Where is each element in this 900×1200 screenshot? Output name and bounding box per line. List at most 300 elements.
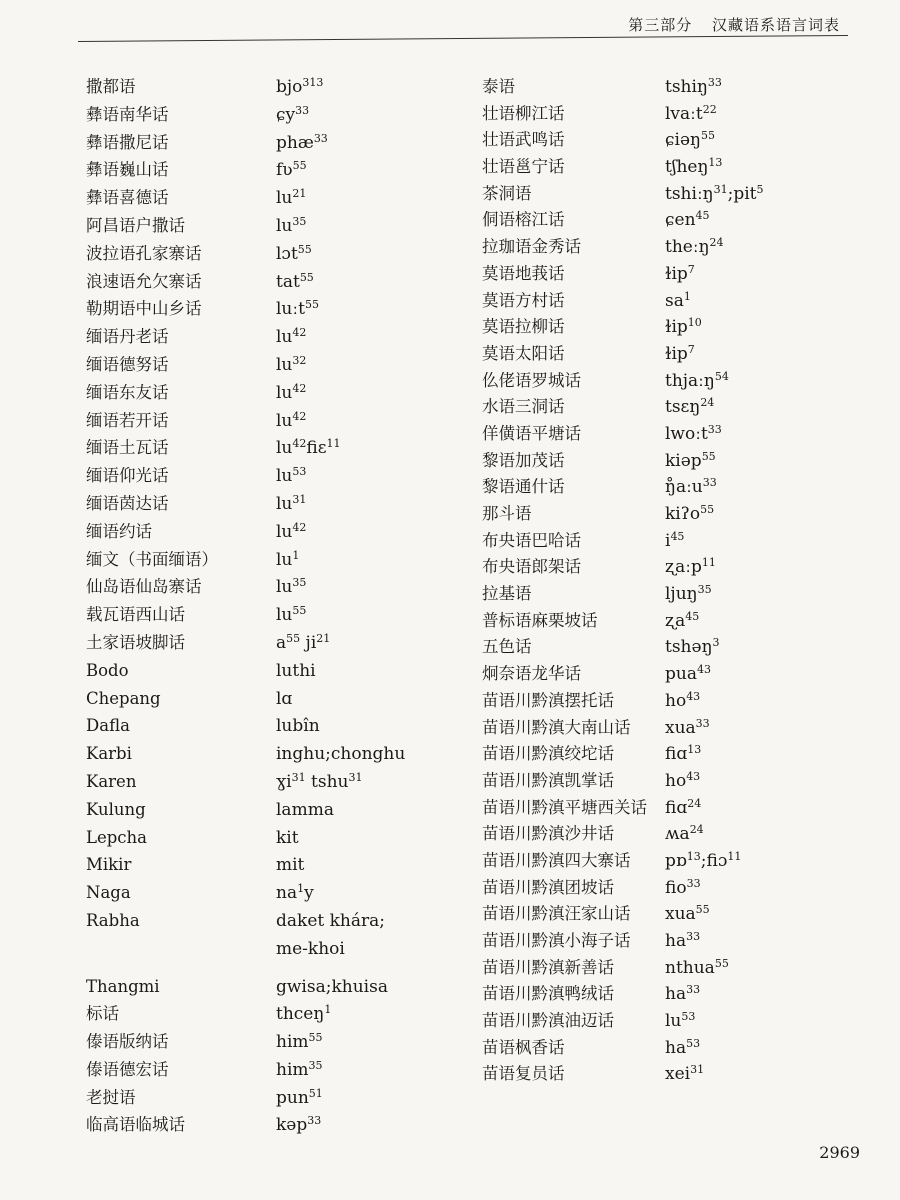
word-entry-row — [482, 634, 862, 661]
language-name: 苗语川黔滇平塘西关话 — [482, 797, 647, 817]
word-form — [276, 324, 306, 350]
word-form — [276, 908, 385, 934]
word-entry-row — [482, 768, 862, 795]
form-segment: lɑ — [276, 688, 293, 709]
tone-superscript: 35 — [697, 583, 712, 597]
word-entry-row — [482, 1035, 862, 1062]
form-segment: lu — [276, 438, 293, 459]
language-name: 布央语郎架话 — [482, 557, 581, 577]
word-form — [276, 974, 388, 1000]
language-name: 侗语榕江话 — [482, 210, 565, 230]
form-segment: pun — [276, 1087, 309, 1108]
word-entry-row — [86, 1112, 476, 1140]
language-name: 傣语德宏话 — [86, 1059, 169, 1079]
tone-superscript: 33 — [702, 476, 717, 490]
word-entry-row — [86, 213, 476, 241]
word-entry-row — [86, 157, 476, 185]
language-name: 壮语武鸣话 — [482, 130, 565, 150]
language-name: 缅语若开话 — [86, 410, 169, 430]
form-segment: ha — [665, 1037, 687, 1058]
tone-superscript: 55 — [701, 449, 716, 463]
tone-superscript: 42 — [292, 437, 307, 451]
language-name: 壮语邕宁话 — [482, 157, 565, 177]
tone-superscript: 55 — [700, 503, 715, 516]
word-entry-row — [86, 908, 476, 936]
word-form — [665, 154, 722, 180]
tone-superscript: 31 — [690, 1063, 705, 1077]
word-entry-row — [86, 130, 476, 158]
language-name: 彝语喜德话 — [86, 188, 169, 208]
word-entry-row — [482, 661, 862, 688]
word-entry-row — [482, 688, 862, 715]
word-form — [665, 608, 699, 634]
form-segment: pɒ — [665, 850, 687, 871]
word-entry-row — [86, 686, 476, 714]
word-entry-row — [86, 769, 476, 797]
word-entry-row — [86, 408, 476, 436]
tone-superscript: 42 — [292, 409, 307, 423]
word-entry-row — [482, 448, 862, 475]
word-form — [276, 769, 362, 795]
word-entry-row — [482, 154, 862, 181]
word-form — [276, 574, 306, 600]
language-name: 普标语麻栗坡话 — [482, 610, 598, 630]
word-entry-row — [482, 127, 862, 154]
form-segment: phæ — [276, 132, 314, 153]
word-form — [276, 74, 323, 100]
header-part: 第三部分 — [628, 16, 693, 34]
form-segment: a — [276, 632, 287, 653]
tone-superscript: 7 — [687, 262, 695, 276]
word-entry-row — [482, 421, 862, 448]
tone-superscript: 31 — [348, 770, 363, 784]
tone-superscript: 33 — [686, 876, 701, 890]
form-segment: luthi — [276, 660, 316, 681]
tone-superscript: 54 — [714, 369, 729, 383]
word-entry-row — [482, 207, 862, 234]
language-name: 佯僙语平塘话 — [482, 423, 581, 443]
form-segment: lu — [276, 466, 293, 487]
word-entry-row — [86, 491, 476, 519]
form-segment: tshiːŋ — [665, 183, 714, 204]
word-form — [665, 581, 712, 607]
language-name: 苗语川黔滇新善话 — [482, 957, 614, 977]
tone-superscript: 55 — [695, 903, 710, 917]
tone-superscript: 45 — [695, 209, 710, 223]
language-name: 苗语川黔滇小海子话 — [482, 931, 631, 950]
word-entry-row — [86, 296, 476, 324]
word-entry-row — [482, 314, 862, 341]
word-form — [665, 181, 764, 207]
language-name: 泰语 — [482, 77, 515, 96]
word-form — [665, 234, 724, 260]
word-entry-row — [482, 901, 862, 928]
language-name: Karbi — [86, 744, 132, 764]
form-segment: thceŋ — [276, 1004, 325, 1025]
word-entry-row — [86, 269, 476, 297]
language-name: 莫语拉柳话 — [482, 317, 565, 337]
form-segment: inghu;chonghu — [276, 744, 406, 765]
language-name: 茶洞语 — [482, 183, 532, 203]
language-name: 标话 — [86, 1004, 119, 1024]
tone-superscript: 51 — [308, 1086, 323, 1100]
word-entry-row — [482, 101, 862, 128]
form-segment: lu — [276, 215, 293, 236]
word-form — [276, 102, 309, 128]
tone-superscript: 53 — [681, 1010, 696, 1024]
language-name: Bodo — [86, 660, 129, 680]
word-form — [665, 368, 729, 394]
word-entry-row — [482, 715, 862, 742]
word-entry-row — [86, 1001, 476, 1029]
tone-superscript: 55 — [700, 129, 715, 143]
language-name: 苗语枫香话 — [482, 1037, 565, 1057]
language-name: 布央语巴哈话 — [482, 530, 581, 550]
word-entry-row — [482, 1061, 862, 1088]
form-segment: fʋ — [276, 160, 293, 181]
tone-superscript: 33 — [295, 103, 310, 117]
tone-superscript: 21 — [292, 187, 307, 201]
form-segment: ɕy — [276, 104, 296, 125]
form-segment: xua — [665, 904, 696, 925]
language-name: 五色话 — [482, 637, 532, 657]
word-form — [276, 797, 334, 823]
word-form — [665, 981, 700, 1007]
language-name: 老挝语 — [86, 1087, 136, 1107]
form-segment: me-khoi — [276, 938, 345, 959]
word-form — [276, 741, 405, 767]
tone-superscript: 42 — [292, 381, 307, 395]
word-form — [276, 130, 328, 156]
word-entry-row — [86, 1085, 476, 1113]
word-form — [665, 474, 717, 500]
language-name: 苗语川黔滇摆托话 — [482, 690, 614, 710]
form-segment: fiɑ — [665, 744, 688, 765]
tone-superscript: 55 — [304, 298, 319, 312]
word-entry-row — [482, 368, 862, 395]
word-entry-row — [482, 394, 862, 421]
word-form — [276, 1029, 323, 1055]
tone-superscript: 32 — [292, 353, 307, 367]
header-rule — [78, 35, 848, 42]
word-entry-row — [86, 1029, 476, 1057]
form-segment: xei — [665, 1064, 691, 1085]
form-segment: i — [665, 530, 671, 551]
word-form — [276, 825, 299, 851]
form-segment: pua — [665, 664, 697, 685]
language-name: 彝语南华话 — [86, 104, 169, 124]
tone-superscript: 33 — [313, 131, 328, 145]
word-form — [665, 261, 695, 287]
word-entry-row — [86, 880, 476, 908]
word-form — [276, 547, 299, 573]
word-form — [665, 661, 711, 687]
word-form — [276, 686, 292, 712]
language-name: 缅语德努话 — [86, 354, 169, 374]
tone-superscript: 24 — [700, 396, 715, 410]
language-name: 苗语川黔滇四大寨话 — [482, 850, 631, 870]
word-form — [665, 901, 710, 927]
language-name: 缅语丹老话 — [86, 327, 169, 347]
form-segment: gwisa;khuisa — [276, 976, 388, 997]
form-segment: ʐa — [665, 610, 686, 631]
word-form — [276, 352, 306, 378]
form-segment: ɫip — [665, 317, 688, 338]
form-segment: lu — [276, 605, 293, 626]
language-name: Karen — [86, 771, 137, 791]
tone-superscript: 55 — [297, 242, 312, 256]
word-form — [665, 207, 710, 233]
tone-superscript: 1 — [324, 1003, 332, 1017]
word-entry-row — [482, 261, 862, 288]
language-name: Thangmi — [86, 976, 160, 996]
form-segment: lu — [276, 549, 293, 570]
language-name: 苗语川黔滇大南山话 — [482, 717, 631, 737]
language-name: 莫语地莪话 — [482, 263, 565, 283]
language-name: 载瓦语西山话 — [86, 605, 185, 625]
tone-superscript: 55 — [292, 604, 307, 618]
tone-superscript: 1 — [297, 882, 305, 896]
language-name: Rabha — [86, 910, 140, 930]
language-name: 苗语复员话 — [482, 1064, 565, 1084]
form-segment: fio — [665, 877, 687, 898]
word-entry-row — [482, 581, 862, 608]
language-name: Kulung — [86, 799, 146, 819]
word-entry-row — [86, 380, 476, 408]
form-segment: tshəŋ — [665, 637, 713, 658]
form-segment: him — [276, 1032, 309, 1053]
form-segment: ji — [300, 632, 317, 653]
tone-superscript: 11 — [701, 556, 716, 570]
form-segment: ljuŋ — [665, 584, 698, 605]
tone-superscript: 11 — [326, 437, 341, 451]
word-entry-row — [86, 463, 476, 491]
word-form — [276, 241, 312, 267]
tone-superscript: 3 — [712, 636, 720, 650]
word-form — [665, 848, 741, 874]
language-name: 仫佬语罗城话 — [482, 370, 581, 390]
word-entry-row — [86, 797, 476, 825]
tone-superscript: 33 — [686, 983, 701, 997]
word-entry-row — [86, 185, 476, 213]
word-form — [276, 880, 314, 906]
word-form — [276, 185, 306, 211]
language-name: 苗语川黔滇沙井话 — [482, 824, 614, 844]
word-form — [665, 74, 722, 100]
word-form — [665, 1035, 700, 1061]
tone-superscript: 24 — [687, 796, 702, 810]
tone-superscript: 33 — [707, 422, 722, 436]
word-entry-row — [86, 713, 476, 741]
language-name: 炯奈语龙华话 — [482, 664, 581, 684]
word-entry-row — [86, 352, 476, 380]
word-entry-row — [482, 821, 862, 848]
word-entry-row — [86, 547, 476, 575]
form-segment: nthua — [665, 957, 715, 978]
word-form — [665, 101, 717, 127]
tone-superscript: 45 — [685, 609, 700, 623]
language-name: 临高语临城话 — [86, 1115, 185, 1135]
form-segment: luːt — [276, 299, 305, 320]
form-segment: daket khára; — [276, 910, 385, 931]
word-form — [276, 936, 345, 962]
language-name: 莫语太阳话 — [482, 343, 565, 363]
word-form — [665, 634, 720, 660]
form-segment: tshu — [305, 771, 349, 792]
tone-superscript: 42 — [292, 326, 307, 340]
word-form — [665, 394, 714, 420]
word-entry-row — [482, 795, 862, 822]
word-entry-row — [482, 955, 862, 982]
tone-superscript: 1 — [683, 289, 691, 303]
form-segment: ʐaːp — [665, 557, 702, 578]
language-name: Lepcha — [86, 827, 147, 847]
word-entry-row — [482, 928, 862, 955]
form-segment: lu — [665, 1011, 682, 1032]
language-name: 浪速语允欠寨话 — [86, 271, 202, 291]
form-segment: tshiŋ — [665, 77, 708, 97]
tone-superscript: 10 — [687, 316, 702, 330]
word-entry-row — [86, 825, 476, 853]
word-form — [276, 630, 330, 656]
form-segment: lu — [276, 188, 293, 209]
form-segment: lu — [276, 382, 293, 403]
form-segment: tat — [276, 271, 300, 292]
word-entry-row — [86, 658, 476, 686]
language-name: 土家语坡脚话 — [86, 632, 185, 652]
form-segment: lu — [276, 327, 293, 348]
tone-superscript: 33 — [307, 1114, 322, 1128]
word-form — [665, 875, 701, 901]
word-entry-row — [86, 435, 476, 463]
tone-superscript: 11 — [727, 849, 742, 863]
word-form — [276, 435, 341, 461]
word-entry-row — [86, 741, 476, 769]
form-segment: lu — [276, 577, 293, 598]
form-segment: lvaːt — [665, 103, 703, 124]
word-form — [276, 1085, 323, 1111]
word-form — [276, 213, 306, 239]
word-entry-row — [86, 936, 476, 964]
word-form — [276, 380, 306, 406]
tone-superscript: 21 — [316, 631, 331, 645]
word-form — [665, 1061, 704, 1087]
form-segment: ha — [665, 984, 687, 1005]
form-segment: theːŋ — [665, 237, 710, 258]
language-name: 那斗语 — [482, 504, 532, 523]
language-name: 苗语川黔滇油迈话 — [482, 1011, 614, 1031]
language-name: 壮语柳江话 — [482, 103, 565, 123]
tone-superscript: 31 — [713, 182, 728, 196]
form-segment: bjo — [276, 77, 303, 97]
language-name: Dafla — [86, 716, 130, 736]
word-form — [665, 448, 716, 474]
word-form — [665, 741, 701, 767]
tone-superscript: 33 — [707, 76, 722, 89]
word-entry-row — [482, 848, 862, 875]
word-form — [665, 341, 695, 367]
tone-superscript: 31 — [292, 492, 307, 506]
form-segment: xua — [665, 717, 696, 738]
word-entry-row — [86, 630, 476, 658]
word-form — [276, 852, 304, 878]
tone-superscript: 43 — [696, 663, 711, 677]
tone-superscript: 53 — [686, 1036, 701, 1050]
word-entry-row — [482, 501, 862, 528]
word-form — [665, 421, 722, 447]
word-form — [276, 269, 314, 295]
form-segment: kiəp — [665, 450, 702, 471]
form-segment: ɕen — [665, 210, 696, 231]
form-segment: kəp — [276, 1115, 308, 1136]
word-entry-row — [482, 528, 862, 555]
language-name: Chepang — [86, 688, 161, 708]
word-entry-row — [482, 1008, 862, 1035]
word-form — [276, 713, 320, 739]
word-form — [665, 501, 714, 527]
language-name: 苗语川黔滇团坡话 — [482, 877, 614, 897]
word-form — [665, 928, 700, 954]
word-form — [665, 288, 691, 314]
tone-superscript: 5 — [756, 182, 764, 196]
language-name: 勒期语中山乡话 — [86, 299, 202, 319]
language-name: 苗语川黔滇凯掌话 — [482, 770, 614, 790]
form-segment: lamma — [276, 799, 334, 820]
language-name: 缅文（书面缅语） — [86, 549, 218, 569]
word-form — [665, 1008, 695, 1034]
form-segment: thjaːŋ — [665, 370, 715, 391]
word-form — [665, 768, 700, 794]
word-form — [665, 127, 715, 153]
language-name: 仙岛语仙岛寨话 — [86, 577, 202, 597]
form-segment: lu — [276, 493, 293, 514]
form-segment: ɫip — [665, 343, 688, 364]
language-name: 撒都语 — [86, 77, 136, 96]
form-segment: lɔt — [276, 243, 298, 264]
word-entry-row — [86, 974, 476, 1002]
form-segment: ʍa — [665, 824, 690, 845]
word-form — [276, 658, 316, 684]
running-header — [614, 14, 840, 35]
word-entry-row — [482, 341, 862, 368]
word-form — [276, 1112, 321, 1138]
left-column — [86, 74, 476, 1140]
tone-superscript: 35 — [292, 214, 307, 228]
word-entry-row — [482, 981, 862, 1008]
form-segment: ;pit — [727, 183, 757, 204]
header-title: 汉藏语系语言词表 — [711, 16, 840, 34]
language-name: Mikir — [86, 855, 132, 875]
form-segment: ɕiəŋ — [665, 130, 701, 151]
word-form — [665, 955, 729, 981]
language-name: 苗语川黔滇绞坨话 — [482, 744, 614, 764]
word-form — [665, 715, 710, 741]
tone-superscript: 55 — [292, 159, 307, 173]
form-segment: sa — [665, 290, 684, 311]
word-entry-row — [482, 608, 862, 635]
word-form — [665, 554, 716, 580]
tone-superscript: 13 — [687, 743, 702, 757]
language-name: 黎语加茂话 — [482, 450, 565, 470]
tone-superscript: 31 — [291, 770, 306, 784]
language-name: 黎语通什话 — [482, 477, 565, 497]
form-segment: fiɑ — [665, 797, 688, 818]
right-column — [482, 74, 862, 1088]
language-name: 缅语仰光话 — [86, 466, 169, 486]
word-entry-row — [86, 1057, 476, 1085]
tone-superscript: 45 — [670, 529, 685, 543]
language-name: 拉基语 — [482, 584, 532, 604]
